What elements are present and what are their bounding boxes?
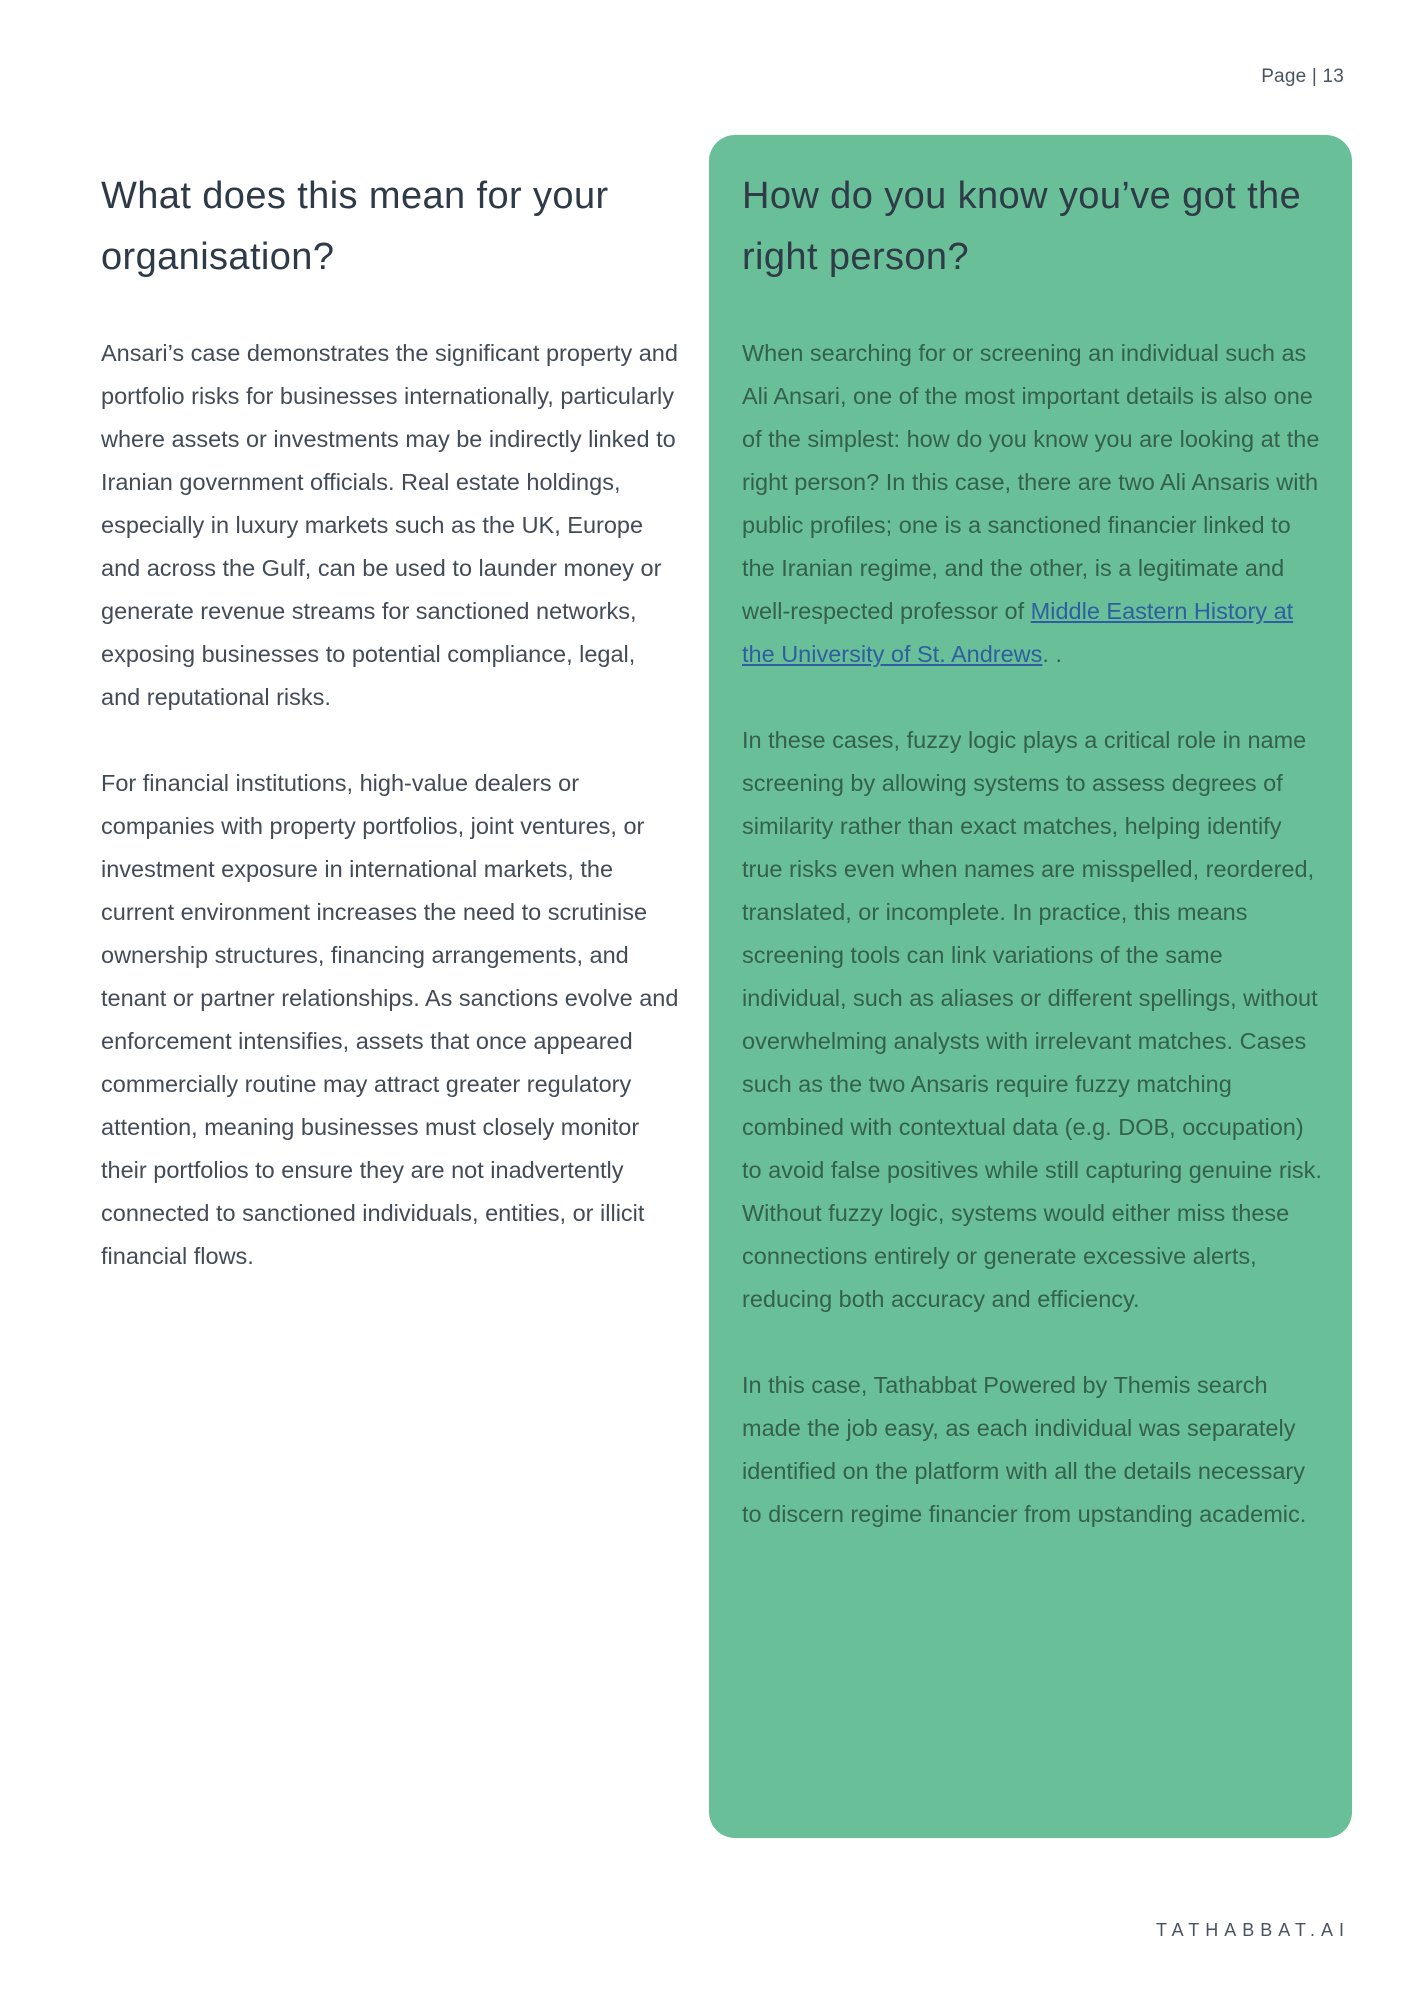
footer-brand: TATHABBAT.AI: [1155, 1920, 1350, 1940]
page-number: Page | 13: [1261, 66, 1344, 87]
left-paragraph-1: Ansari’s case demonstrates the significant property and portfolio risks for businesses internationally, particularly where assets or investments may be indirectly linked to Iranian government officials. Real estate holdings, especially in luxury markets such as the UK, Europe and across the Gulf, can be used to launder money or generate revenue streams for sanctioned networks, exposing businesses to potential compliance, legal, and reputational risks.: [101, 340, 678, 710]
callout-paragraph-3: In this case, Tathabbat Powered by Themis search made the job easy, as each individual was separately identified on the platform with all the details necessary to discern regime financier from upstanding academic.: [742, 1372, 1307, 1527]
left-paragraph-2: For financial institutions, high-value dealers or companies with property portfolios, joint ventures, or investment exposure in international markets, the current environment increases the need to scrutinise ownership structures, financing arrangements, and tenant or partner relationships. As sanctions evolve and enforcement intensifies, assets that once appeared commercially routine may attract greater regulatory attention, meaning businesses must closely monitor their portfolios to ensure they are not inadvertently connected to sanctioned individuals, entities, or illicit financial flows.: [101, 770, 679, 1269]
left-heading: What does this mean for your organisation?: [101, 175, 609, 278]
callout-box: [709, 135, 1352, 1838]
callout-heading: How do you know you’ve got the right person?: [742, 175, 1302, 278]
callout-paragraph-1: [742, 332, 1322, 676]
left-column: [101, 166, 681, 1278]
university-link[interactable]: Middle Eastern History at the University of St. Andrews: [742, 598, 1294, 667]
callout-paragraph-1-tail: . .: [1042, 641, 1062, 667]
callout-paragraph-2: In these cases, fuzzy logic plays a critical role in name screening by allowing systems to assess degrees of similarity rather than exact matches, helping identify true risks even when names are misspelled, reordered, translated, or incomplete. In practice, this means screening tools can link variations of the same individual, such as aliases or different spellings, without overwhelming analysts with irrelevant matches. Cases such as the two Ansaris require fuzzy matching combined with contextual data (e.g. DOB, occupation) to avoid false positives while still capturing genuine risk. Without fuzzy logic, systems would either miss these connections entirely or generate excessive alerts, reducing both accuracy and efficiency.: [742, 727, 1322, 1312]
callout-paragraph-1-text: When searching for or screening an individual such as Ali Ansari, one of the most important details is also one of the simplest: how do you know you are looking at the right person? In this case, there are two Ali Ansaris with public profiles; one is a sanctioned financier linked to the Iranian regime, and the other, is a legitimate and well-respected professor of: [742, 340, 1320, 624]
